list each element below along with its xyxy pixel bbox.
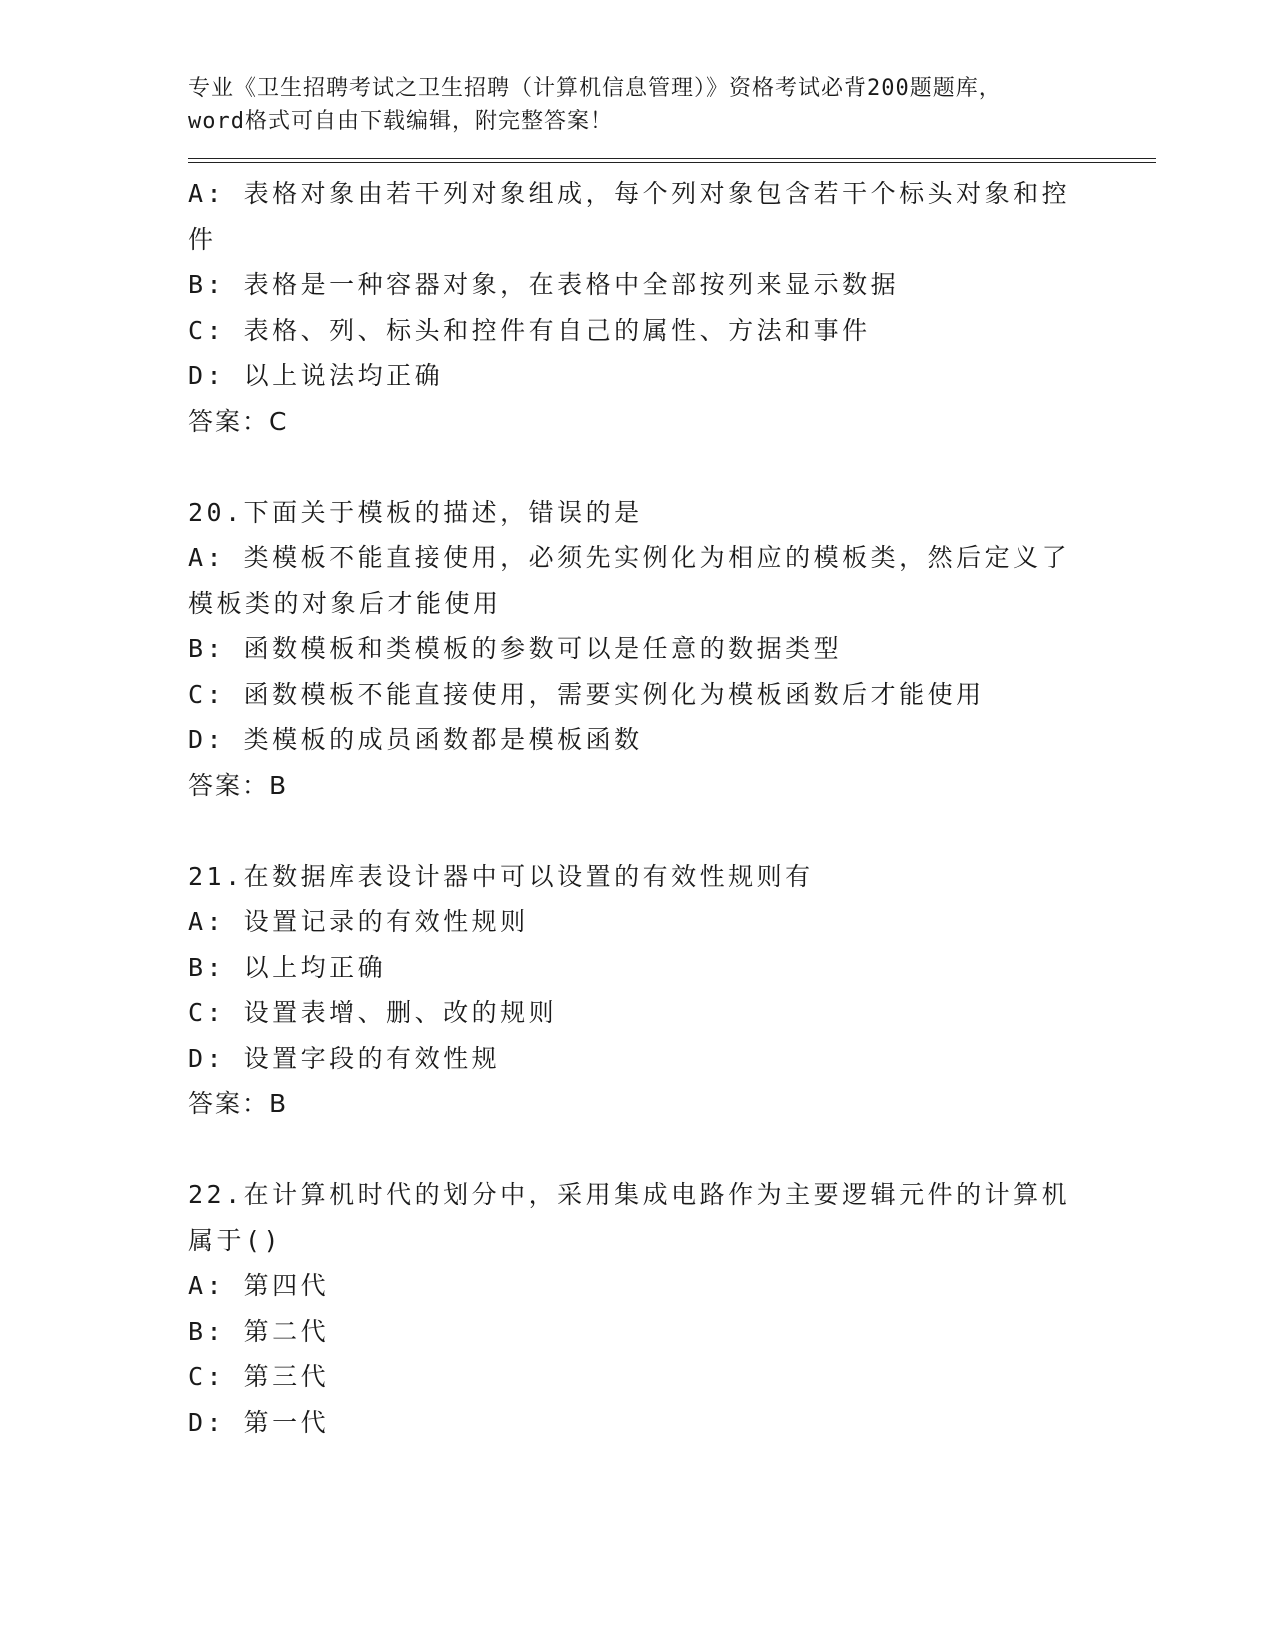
spacer bbox=[188, 808, 1158, 854]
option-a-continued: 模板类的对象后才能使用 bbox=[188, 588, 502, 618]
option-b: B: 函数模板和类模板的参数可以是任意的数据类型 bbox=[188, 634, 843, 663]
question-text: 22.在计算机时代的划分中，采用集成电路作为主要逻辑元件的计算机 bbox=[188, 1180, 1071, 1209]
option-d: D: 第一代 bbox=[188, 1407, 330, 1437]
option-c: C: 第三代 bbox=[188, 1362, 330, 1391]
document-page bbox=[188, 72, 1158, 1445]
option-a: A: 设置记录的有效性规则 bbox=[188, 907, 529, 936]
question-text-continued: 属于() bbox=[188, 1225, 283, 1255]
option-a-continued: 件 bbox=[188, 224, 217, 254]
question-text: 21.在数据库表设计器中可以设置的有效性规则有 bbox=[188, 861, 814, 891]
question-19-block bbox=[188, 171, 1158, 444]
option-d: D: 以上说法均正确 bbox=[188, 361, 444, 390]
answer-label: 答案：B bbox=[188, 1089, 289, 1118]
option-b: B: 表格是一种容器对象，在表格中全部按列来显示数据 bbox=[188, 270, 900, 299]
header-title-line-1: 专业《卫生招聘考试之卫生招聘（计算机信息管理）》资格考试必背200题题库， bbox=[188, 76, 1002, 101]
document-header bbox=[188, 72, 1068, 138]
option-a: A: 表格对象由若干列对象组成，每个列对象包含若干个标头对象和控 bbox=[188, 179, 1071, 208]
answer-label: 答案：B bbox=[188, 770, 289, 800]
option-b: B: 第二代 bbox=[188, 1316, 330, 1346]
spacer bbox=[188, 1127, 1158, 1173]
option-c: C: 函数模板不能直接使用，需要实例化为模板函数后才能使用 bbox=[188, 679, 985, 709]
question-20-block bbox=[188, 490, 1158, 809]
answer-label: 答案：C bbox=[188, 406, 289, 436]
option-d: D: 设置字段的有效性规 bbox=[188, 1043, 501, 1073]
header-title-line-2: word格式可自由下载编辑，附完整答案！ bbox=[188, 109, 613, 134]
option-c: C: 表格、列、标头和控件有自己的属性、方法和事件 bbox=[188, 315, 871, 345]
question-21-block bbox=[188, 854, 1158, 1127]
option-a: A: 第四代 bbox=[188, 1271, 330, 1300]
question-22-block bbox=[188, 1172, 1158, 1445]
option-b: B: 以上均正确 bbox=[188, 952, 387, 982]
question-text: 20.下面关于模板的描述，错误的是 bbox=[188, 497, 643, 527]
spacer bbox=[188, 444, 1158, 490]
option-a: A: 类模板不能直接使用，必须先实例化为相应的模板类，然后定义了 bbox=[188, 543, 1071, 572]
option-d: D: 类模板的成员函数都是模板函数 bbox=[188, 725, 643, 754]
option-c: C: 设置表增、删、改的规则 bbox=[188, 998, 558, 1027]
